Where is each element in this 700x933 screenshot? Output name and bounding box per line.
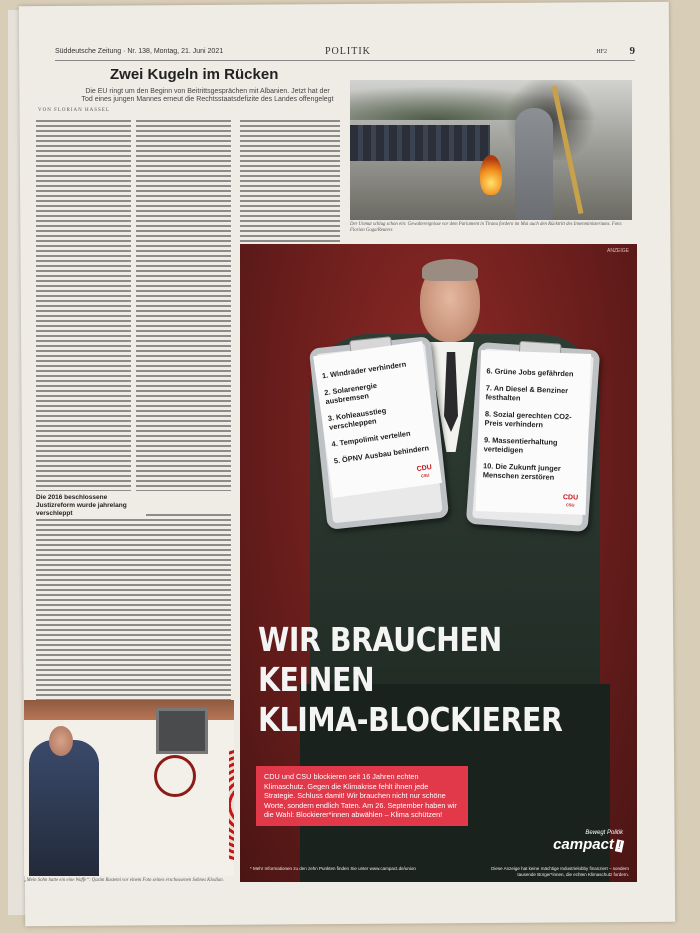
blocker-list-right xyxy=(483,366,585,482)
article-column-2 xyxy=(136,118,231,491)
paper-info: Süddeutsche Zeitung · Nr. 138, Montag, 21. Juni 2021 xyxy=(55,48,224,55)
cdu-logo: CDU CSU xyxy=(416,464,433,479)
memorial-photo-caption: „Mein Sohn hatte ein eine Waffe“: Qazim Rustemi vor einem Foto seines erschossenen Sohnes Klodian. xyxy=(24,878,224,883)
campact-logo xyxy=(553,830,623,854)
clipboard-right xyxy=(466,342,600,532)
father-face xyxy=(49,726,73,756)
police-line xyxy=(350,125,490,161)
protester xyxy=(515,108,553,220)
article-column-4 xyxy=(36,512,231,704)
ad-message-box: CDU und CSU blockieren seit 16 Jahren echten Klimaschutz. Gegen die Klimakrise fehlt ihnen jede Strategie. Schluss damit! Wir brauchen nicht nur schöne Worte, sondern endlich Taten. Am 26. September haben wir die Wahl: Blockierer*innen abwählen – Klima schützen! xyxy=(256,766,468,826)
article-subhead: Die EU ringt um den Beginn von Beitrittsgesprächen mit Albanien. Jetzt hat der Tod eines jungen Mannes erneut die Rechtsstaatsdefizite des Landes offengelegt xyxy=(81,88,334,103)
list-item: 10. Die Zukunft junger Menschen zerstören xyxy=(482,461,561,482)
page-number: 9 xyxy=(629,45,635,57)
clipboard-sheet xyxy=(313,341,442,498)
clipboard-sheet xyxy=(476,350,592,515)
article-column-3 xyxy=(240,118,340,250)
ad-tag: ANZEIGE xyxy=(607,248,629,254)
section-title: POLITIK xyxy=(325,46,371,57)
ad-funding-note: Diese Anzeige hat keine mächtige Industrielobby finanziert – sondern tausende Bürger*innen, die echten Klimaschutz fordern. xyxy=(491,866,629,877)
list-item: 8. Sozial gerechten CO2-Preis verhindern xyxy=(484,409,572,430)
list-item: 3. Kohleausstieg verschleppen xyxy=(327,405,387,432)
memorial-photo xyxy=(24,700,234,876)
list-item: 9. Massentierhaltung verteidigen xyxy=(483,435,558,455)
list-item: 7. An Diesel & Benziner festhalten xyxy=(485,383,569,403)
memorial-plaque xyxy=(156,708,208,754)
exclamation-icon: ! xyxy=(616,839,623,853)
article-column-1 xyxy=(36,118,131,491)
father-figure xyxy=(29,740,99,876)
list-item: 4. Tempolimit verteilen xyxy=(330,428,411,449)
cdu-logo: CDU CSU xyxy=(562,494,579,508)
list-item: 5. ÖPNV Ausbau behindern xyxy=(333,443,430,466)
ad-footnote: * Mehr Informationen zu den zehn Punkten finden Sie unter www.campact.de/union xyxy=(250,866,416,871)
article-headline: Zwei Kugeln im Rücken xyxy=(110,66,279,83)
protest-photo-caption: Der Unmut schlug schon ein: Gewaltereignisse vor dem Parlament in Tirana fordern im Mai auch den Rücktritt des Innenministeriums. Foto: Florion Goga/Reuters xyxy=(350,222,623,233)
list-item: 6. Grüne Jobs gefährden xyxy=(486,366,574,379)
page-header xyxy=(55,46,635,61)
flower-wreath xyxy=(229,750,234,860)
list-item: 2. Solarenergie ausbremsen xyxy=(323,380,378,407)
blocker-list-left xyxy=(321,358,431,466)
protest-photo xyxy=(350,80,632,220)
article-byline: VON FLORIAN HASSEL xyxy=(38,108,110,113)
politician-hair xyxy=(422,259,478,281)
edition-code: HF2 xyxy=(596,49,607,55)
clipboard-left xyxy=(309,336,449,530)
fire xyxy=(480,155,502,195)
slogan-line-1: WIR BRAUCHEN KEINEN xyxy=(258,620,502,699)
slogan-line-2: KLIMA-BLOCKIERER xyxy=(258,700,563,739)
brand-name: campact xyxy=(553,836,614,853)
brand-tagline: Bewegt Politik xyxy=(585,830,623,836)
list-item: 1. Windräder verhindern xyxy=(321,359,407,381)
campact-advertisement xyxy=(240,244,637,882)
heart-ornament xyxy=(154,755,196,797)
article-subheading-2: Die 2016 beschlossene Justizreform wurde jahrelang verschleppt xyxy=(36,494,146,518)
ad-slogan xyxy=(258,620,585,740)
